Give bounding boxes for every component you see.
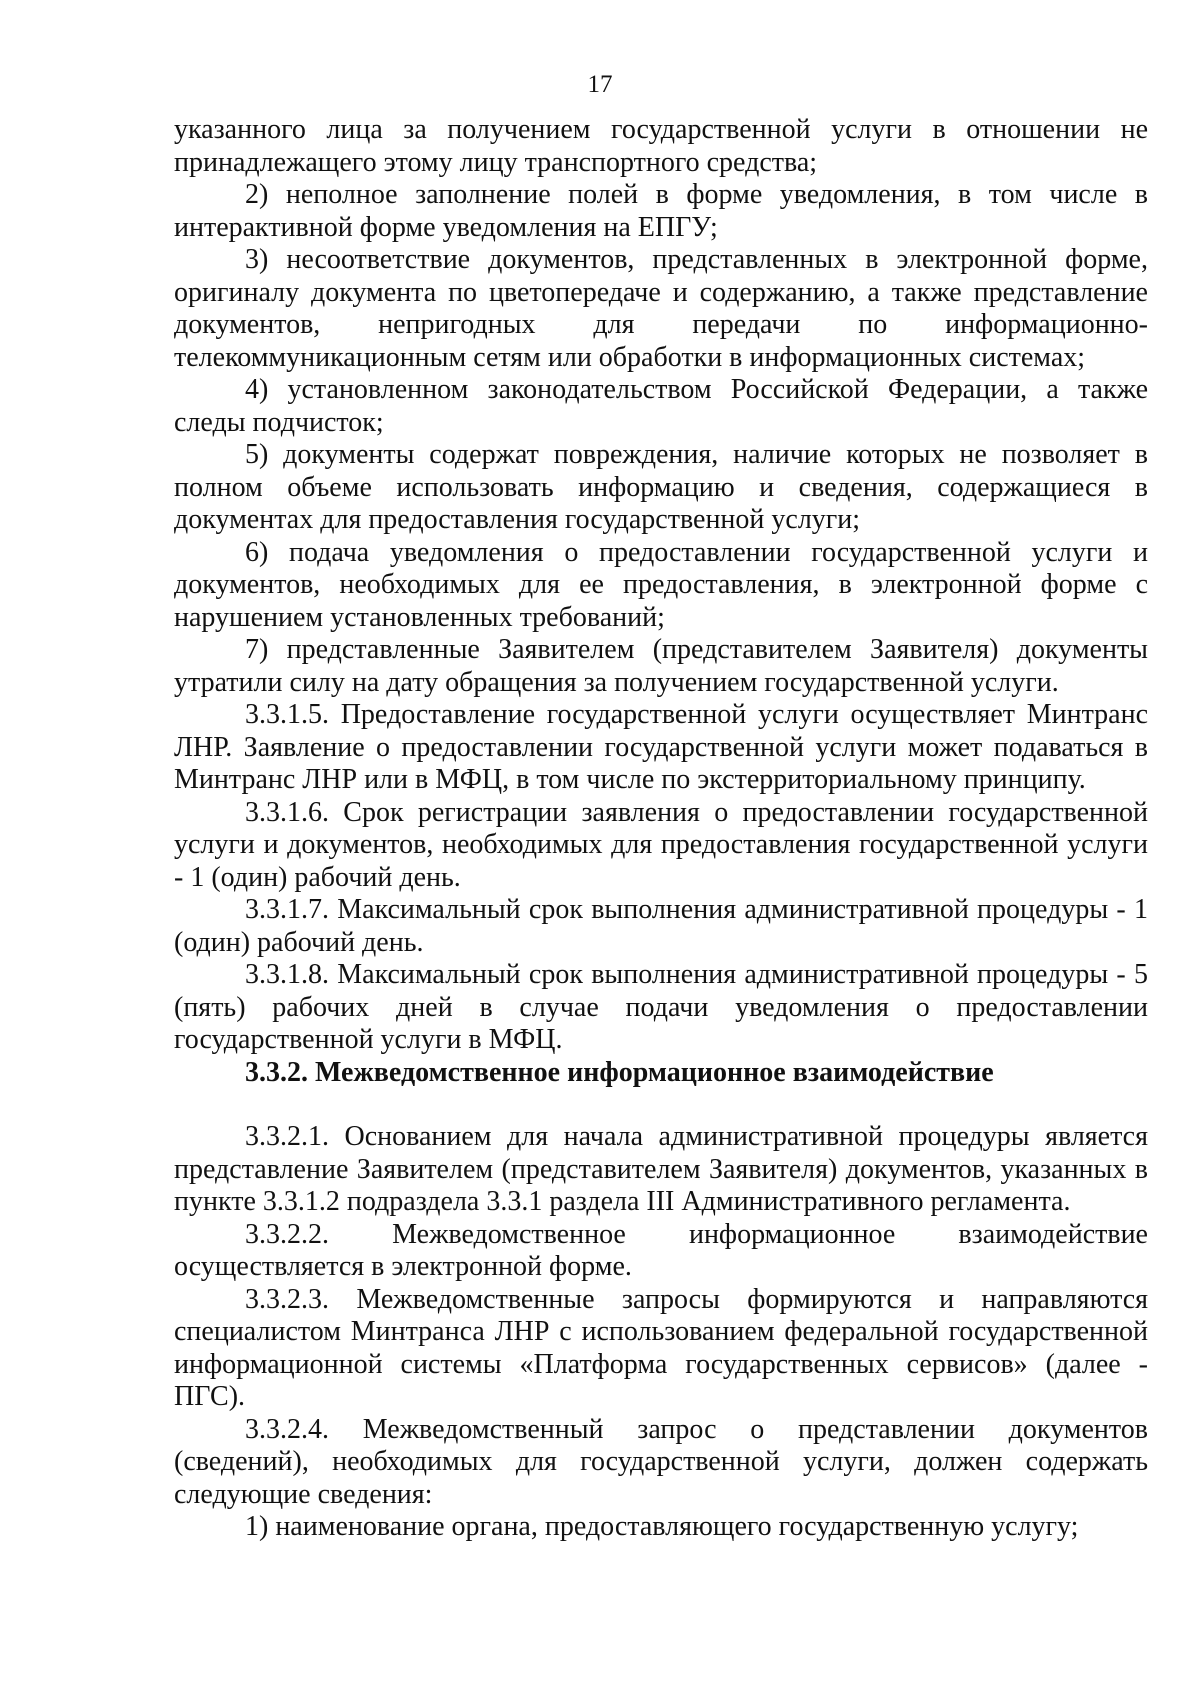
page-number: 17 xyxy=(587,71,613,98)
list-item-1: 1) наименование органа, предоставляющего государственную услугу; xyxy=(245,1511,1079,1542)
clause-3-3-2-1: 3.3.2.1. Основанием для начала административной процедуры является представление Заявителем (представителем Заявителя) документов, указанных в пункте 3.3.1.2 подраздела 3.3.1 раздела III Административного регламента. xyxy=(174,1121,1148,1217)
list-item-6: 6) подача уведомления о предоставлении государственной услуги и документов, необходимых для ее предоставления, в электронной форме с нарушением установленных требований; xyxy=(174,536,1148,633)
list-item-7: 7) представленные Заявителем (представителем Заявителя) документы утратили силу на дату обращения за получением государственной услуги. xyxy=(174,634,1148,698)
document-body xyxy=(174,114,1148,1544)
clause-3-3-1-8: 3.3.1.8. Максимальный срок выполнения административной процедуры - 5 (пять) рабочих дней в случае подачи уведомления о предоставлении государственной услуги в МФЦ. xyxy=(174,959,1148,1055)
clause-3-3-2-4: 3.3.2.4. Межведомственный запрос о представлении документов (сведений), необходимых для государственной услуги, должен содержать следующие сведения: xyxy=(174,1413,1148,1510)
clause-3-3-1-7: 3.3.1.7. Максимальный срок выполнения административной процедуры - 1 (один) рабочий день. xyxy=(174,894,1148,958)
list-item-2: 2) неполное заполнение полей в форме уведомления, в том числе в интерактивной форме уведомления на ЕПГУ; xyxy=(174,179,1148,243)
list-item-4: 4) установленном законодательством Российской Федерации, а также следы подчисток; xyxy=(174,374,1148,438)
clause-3-3-1-5: 3.3.1.5. Предоставление государственной услуги осуществляет Минтранс ЛНР. Заявление о предоставлении государственной услуги может подаваться в Минтранс ЛНР или в МФЦ, в том числе по экстерриториальному принципу. xyxy=(174,699,1148,795)
clause-3-3-2-3: 3.3.2.3. Межведомственные запросы формируются и направляются специалистом Минтранса ЛНР с использованием федеральной государственной информационной системы «Платформа государственных сервисов» (далее - ПГС). xyxy=(174,1283,1148,1412)
clause-3-3-2-2: 3.3.2.2. Межведомственное информационное взаимодействие осуществляется в электронной форме. xyxy=(174,1218,1148,1282)
section-heading: 3.3.2. Межведомственное информационное взаимодействие xyxy=(245,1056,994,1088)
list-item-5: 5) документы содержат повреждения, наличие которых не позволяет в полном объеме использовать информацию и сведения, содержащиеся в документах для предоставления государственной услуги; xyxy=(174,439,1148,535)
paragraph-continuation: указанного лица за получением государственной услуги в отношении не принадлежащего этому лицу транспортного средства; xyxy=(174,114,1148,178)
clause-3-3-1-6: 3.3.1.6. Срок регистрации заявления о предоставлении государственной услуги и документов, необходимых для предоставления государственной услуги - 1 (один) рабочий день. xyxy=(174,796,1148,893)
list-item-3: 3) несоответствие документов, представленных в электронной форме, оригиналу документа по цветопередаче и содержанию, а также представление документов, непригодных для передачи по информационно-телекоммуникационным сетям или обработки в информационных системах; xyxy=(174,244,1148,373)
